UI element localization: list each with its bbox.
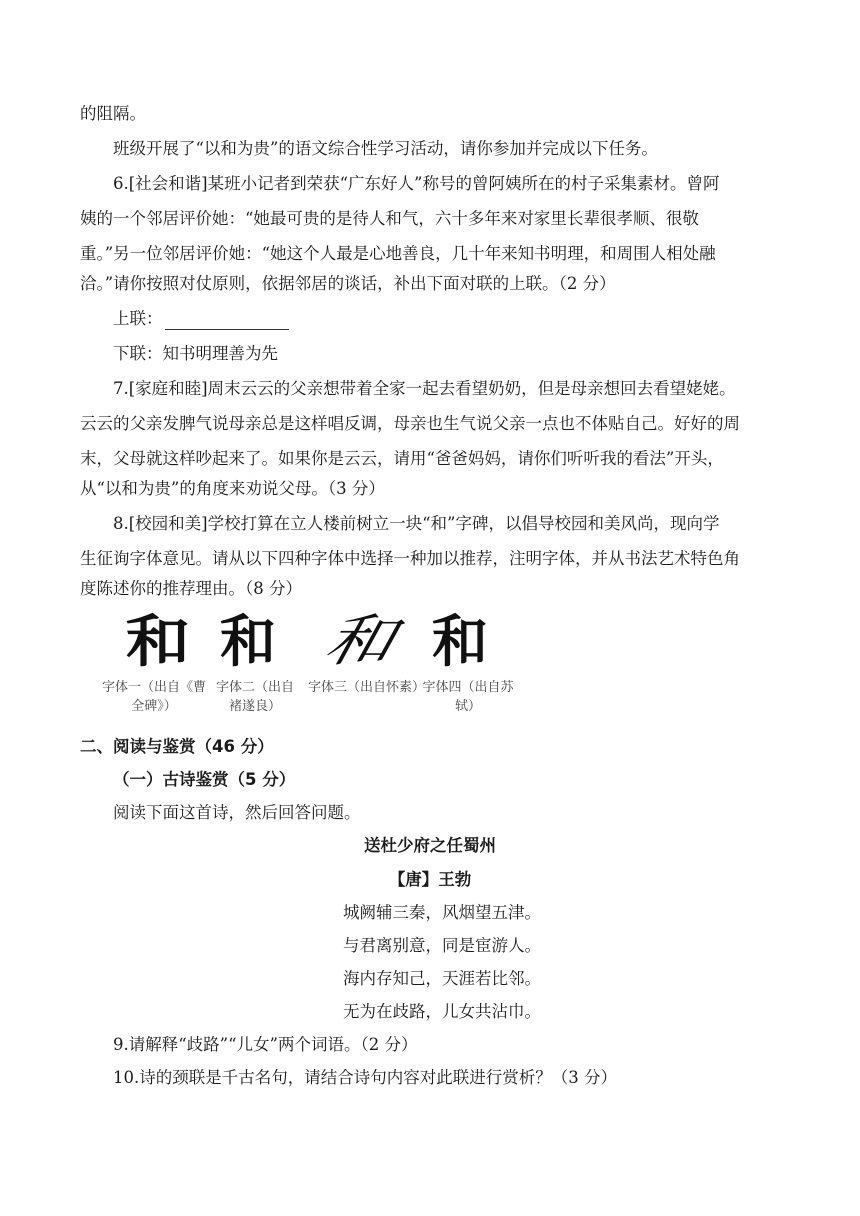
question-8-line: 度陈述你的推荐理由。（8 分） — [80, 579, 302, 598]
poem-line: 无为在歧路，儿女共沾巾。 — [343, 1002, 541, 1021]
upper-couplet-blank[interactable] — [165, 311, 289, 330]
font-caption-1: 字体一（出自《曹全碑》） — [102, 680, 207, 714]
question-6-line: 6.[社会和谐]某班小记者到荣获“广东好人”称号的曾阿姨所在的村子采集素材。曾阿 — [113, 174, 720, 193]
question-7-line: 7.[家庭和睦]周末云云的父亲想带着全家一起去看望奶奶，但是母亲想回去看望姥姥。 — [113, 379, 736, 398]
font-caption-3: 字体三（出自怀素） — [308, 680, 426, 695]
calligraphy-fonts-figure — [102, 609, 514, 722]
poem-line: 海内存知己，天涯若比邻。 — [343, 969, 541, 988]
question-6-line: 洽。”请你按照对仗原则，依据邻居的谈话，补出下面对联的上联。（2 分） — [80, 274, 616, 293]
font-caption-2: 字体二（出自褚遂良） — [215, 680, 294, 714]
poem-title: 送杜少府之任蜀州 — [364, 836, 496, 855]
subsection-heading: （一）古诗鉴赏（5 分） — [113, 770, 296, 789]
font-caption-4: 字体四（出自苏轼） — [422, 680, 514, 714]
calligraphy-glyph-1: 和 — [125, 609, 191, 675]
poem-line: 城阙辅三秦，风烟望五津。 — [343, 903, 541, 922]
question-9: 9.请解释“歧路”“儿女”两个词语。（2 分） — [113, 1035, 418, 1054]
question-7-line: 末，父母就这样吵起来了。如果你是云云，请用“爸爸妈妈，请你们听听我的看法”开头， — [80, 449, 724, 468]
question-7-line: 从“以和为贵”的角度来劝说父母。（3 分） — [80, 479, 385, 498]
upper-couplet-row — [113, 308, 813, 330]
poem-line: 与君离别意，同是宦游人。 — [343, 936, 541, 955]
upper-couplet-label: 上联： — [113, 309, 163, 328]
poem-author: 【唐】王勃 — [388, 870, 472, 889]
calligraphy-glyph-2: 和 — [220, 609, 276, 675]
section-heading: 二、阅读与鉴赏（46 分） — [80, 737, 274, 756]
text-line: 班级开展了“以和为贵”的语文综合性学习活动，请你参加并完成以下任务。 — [113, 139, 658, 158]
question-10: 10.诗的颈联是千古名句，请结合诗句内容对此联进行赏析？（3 分） — [113, 1068, 617, 1087]
question-6-line: 重。”另一位邻居评价她：“她这个人最是心地善良，几十年来知书明理，和周围人相处融 — [80, 244, 716, 263]
instruction-text: 阅读下面这首诗，然后回答问题。 — [113, 803, 361, 822]
question-8-line: 8.[校园和美]学校打算在立人楼前树立一块“和”字碑，以倡导校园和美风尚，现向学 — [113, 514, 720, 533]
question-6-line: 姨的一个邻居评价她：“她最可贵的是待人和气，六十多年来对家里长辈很孝顺、很敬 — [80, 209, 699, 228]
text-line: 的阻隔。 — [80, 104, 146, 123]
question-7-line: 云云的父亲发脾气说母亲总是这样唱反调，母亲也生气说父亲一点也不体贴自己。好好的周 — [80, 414, 740, 433]
calligraphy-glyph-3: 和 — [318, 609, 402, 674]
question-8-line: 生征询字体意见。请从以下四种字体中选择一种加以推荐，注明字体，并从书法艺术特色角 — [80, 549, 740, 568]
calligraphy-glyph-4: 和 — [432, 609, 488, 675]
lower-couplet: 下联：知书明理善为先 — [113, 344, 278, 363]
